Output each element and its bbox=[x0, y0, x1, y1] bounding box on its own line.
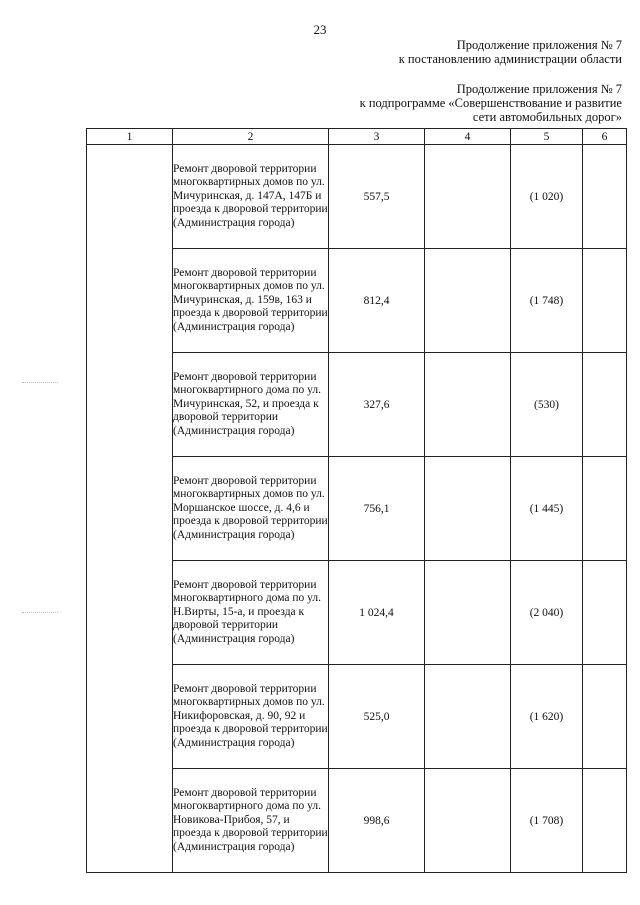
row-col6-value bbox=[583, 561, 627, 665]
program-table bbox=[86, 128, 627, 873]
row-description: Ремонт дворовой территории многоквартирного дома по ул. Н.Вирты, 15-а, и проезда к дворовой территории (Администрация города) bbox=[173, 561, 329, 665]
header-cell: 4 bbox=[425, 129, 511, 145]
page-number: 23 bbox=[313, 22, 327, 37]
row-col3-value: 998,6 bbox=[329, 769, 425, 873]
header-cell: 5 bbox=[511, 129, 583, 145]
row-col3-value: 756,1 bbox=[329, 457, 425, 561]
table-row bbox=[87, 145, 627, 249]
row-col4-value bbox=[425, 353, 511, 457]
header-cell: 2 bbox=[173, 129, 329, 145]
row-col6-value bbox=[583, 249, 627, 353]
subheader-line-3: сети автомобильных дорог» bbox=[472, 110, 622, 124]
row-col4-value bbox=[425, 457, 511, 561]
subheader-line-1: Продолжение приложения № 7 bbox=[456, 82, 622, 96]
row-description: Ремонт дворовой территории многоквартирных домов по ул. Моршанское шоссе, д. 4,6 и проезда к дворовой территории (Администрация города) bbox=[173, 457, 329, 561]
row-col4-value bbox=[425, 665, 511, 769]
header-line-2: к постановлению администрации области bbox=[398, 52, 622, 66]
row-description: Ремонт дворовой территории многоквартирного дома по ул. Мичуринская, 52, и проезда к дворовой территории (Администрация города) bbox=[173, 353, 329, 457]
row-description: Ремонт дворовой территории многоквартирных домов по ул. Мичуринская, д. 147А, 147Б и проезда к дворовой территории (Администрация города) bbox=[173, 145, 329, 249]
document-header bbox=[399, 38, 622, 66]
subprogram-header bbox=[360, 82, 622, 124]
scan-artifact bbox=[22, 612, 58, 613]
row-col6-value bbox=[583, 145, 627, 249]
row-col5-value: (2 040) bbox=[511, 561, 583, 665]
row-col6-value bbox=[583, 769, 627, 873]
row-col5-value: (1 708) bbox=[511, 769, 583, 873]
row-col6-value bbox=[583, 353, 627, 457]
header-cell: 6 bbox=[583, 129, 627, 145]
row-col4-value bbox=[425, 769, 511, 873]
header-line-1: Продолжение приложения № 7 bbox=[456, 38, 622, 52]
header-cell: 3 bbox=[329, 129, 425, 145]
row-col5-value: (530) bbox=[511, 353, 583, 457]
table-header-row bbox=[87, 129, 627, 145]
row-col4-value bbox=[425, 561, 511, 665]
row-col5-value: (1 020) bbox=[511, 145, 583, 249]
row-col4-value bbox=[425, 145, 511, 249]
row-col4-value bbox=[425, 249, 511, 353]
row-col3-value: 812,4 bbox=[329, 249, 425, 353]
subheader-line-2: к подпрограмме «Совершенствование и развитие bbox=[359, 96, 622, 110]
row-col3-value: 557,5 bbox=[329, 145, 425, 249]
row-description: Ремонт дворовой территории многоквартирных домов по ул. Никифоровская, д. 90, 92 и проезда к дворовой территории (Администрация города) bbox=[173, 665, 329, 769]
row-col5-value: (1 748) bbox=[511, 249, 583, 353]
row-col3-value: 525,0 bbox=[329, 665, 425, 769]
row-description: Ремонт дворовой территории многоквартирного дома по ул. Новикова-Прибоя, 57, и проезда к дворовой территории (Администрация города) bbox=[173, 769, 329, 873]
merged-cell-col1 bbox=[87, 145, 173, 873]
row-description: Ремонт дворовой территории многоквартирных домов по ул. Мичуринская, д. 159в, 163 и проезда к дворовой территории (Администрация города) bbox=[173, 249, 329, 353]
row-col6-value bbox=[583, 457, 627, 561]
row-col3-value: 327,6 bbox=[329, 353, 425, 457]
row-col6-value bbox=[583, 665, 627, 769]
header-cell: 1 bbox=[87, 129, 173, 145]
row-col5-value: (1 445) bbox=[511, 457, 583, 561]
row-col3-value: 1 024,4 bbox=[329, 561, 425, 665]
scan-artifact bbox=[22, 382, 58, 383]
row-col5-value: (1 620) bbox=[511, 665, 583, 769]
